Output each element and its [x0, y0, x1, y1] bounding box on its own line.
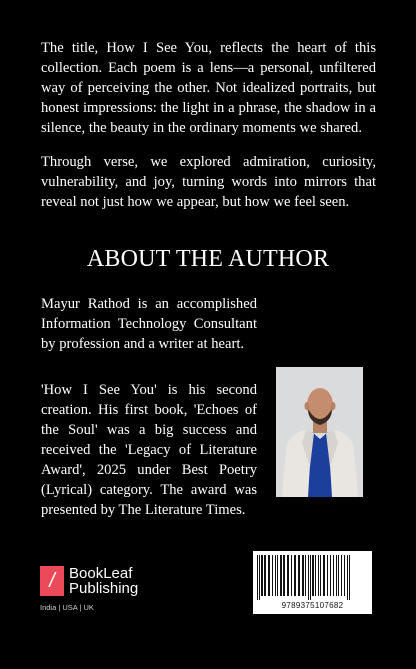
publisher-name-line-2: Publishing [69, 580, 139, 597]
isbn-barcode [253, 551, 372, 614]
bookleaf-logo-icon [40, 566, 64, 596]
barcode-bars [257, 555, 368, 600]
author-bio-paragraph-2: 'How I See You' is his second creation. His first book, 'Echoes of the Soul' was a big success and received the 'Legacy of Literature Award', 2025 under Best Poetry (Lyrical) category. The award was presented by The Literature Times. [41, 382, 257, 518]
intro-paragraph: The title, How I See You, reflects the heart of this collection. Each poem is a lens—a personal, unfiltered way of perceiving the other. Not idealized portraits, but honest impressions: the light in a phrase, the shadow in a silence, the beauty in the ordinary moments we shared. [41, 40, 376, 136]
isbn-number: 9789375107682 [281, 601, 344, 610]
author-photo [276, 367, 363, 497]
publisher-regions: India | USA | UK [40, 603, 94, 612]
logo-mark-glyph: / [49, 570, 55, 592]
publisher-name-line-1: BookLeaf [69, 565, 133, 582]
publisher-logo [40, 566, 170, 614]
author-bio-paragraph-1: Mayur Rathod is an accomplished Information Technology Consultant by profession and a writer at heart. [41, 296, 257, 352]
verse-paragraph: Through verse, we explored admiration, curiosity, vulnerability, and joy, turning words into mirrors that reveal not just how we appear, but how we feel seen. [41, 154, 376, 210]
about-author-heading: ABOUT THE AUTHOR [86, 246, 330, 272]
